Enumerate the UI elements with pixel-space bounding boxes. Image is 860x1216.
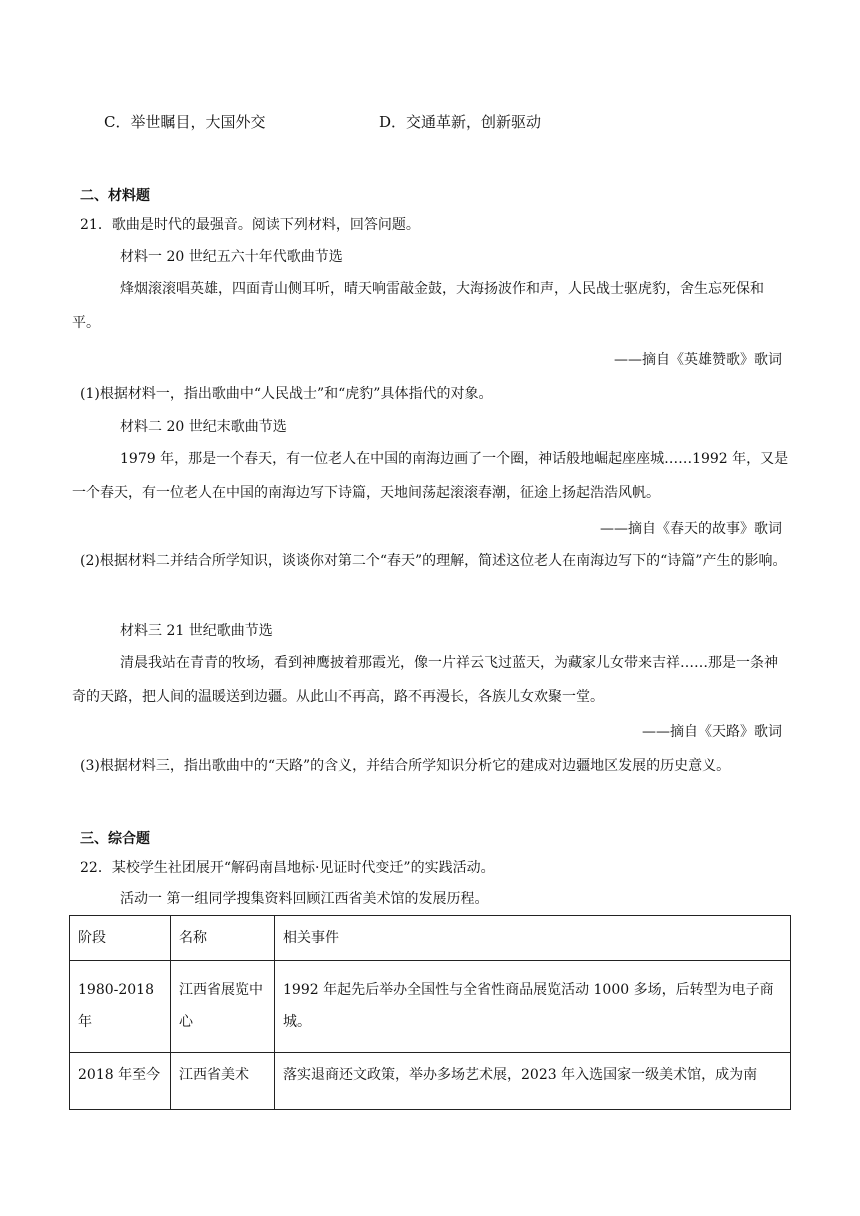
- sub-question-3: (3)根据材料三，指出歌曲中的“天路”的含义，并结合所学知识分析它的建成对边疆地区发展的历史意义。: [80, 758, 731, 774]
- option-c: C．举世瞩目，大国外交: [104, 113, 266, 131]
- table-cell: 1980-2018 年: [70, 961, 171, 1053]
- table-row: [70, 961, 791, 1053]
- material-3-text: 清晨我站在青青的牧场，看到神鹰披着那霞光，像一片祥云飞过蓝天，为藏家儿女带来吉祥……那是一条神奇的天路，把人间的温暖送到边疆。从此山不再高，路不再漫长，各族儿女欢聚一堂。: [72, 655, 778, 705]
- option-d: D．交通革新，创新驱动: [379, 113, 542, 131]
- table-cell: 江西省美术: [171, 1053, 275, 1110]
- sub-question-2: (2)根据材料二并结合所学知识，谈谈你对第二个“春天”的理解，简述这位老人在南海边写下的“诗篇”产生的影响。: [80, 553, 787, 569]
- table-cell: 江西省展览中心: [171, 961, 275, 1053]
- material-2-title: 材料二 20 世纪末歌曲节选: [120, 419, 287, 435]
- question-21: 21．歌曲是时代的最强音。阅读下列材料，回答问题。: [80, 217, 420, 233]
- activity-1: 活动一 第一组同学搜集资料回顾江西省美术馆的发展历程。: [120, 891, 489, 907]
- material-1-text: 烽烟滚滚唱英雄，四面青山侧耳听，晴天响雷敲金鼓，大海扬波作和声，人民战士驱虎豹，舍生忘死保和平。: [72, 281, 764, 331]
- material-3-title: 材料三 21 世纪歌曲节选: [120, 623, 273, 639]
- table-cell: 落实退商还文政策，举办多场艺术展，2023 年入选国家一级美术馆，成为南: [275, 1053, 791, 1110]
- table-header-cell: 相关事件: [275, 916, 791, 961]
- section-heading-materials: 二、材料题: [80, 188, 150, 204]
- table-row: [70, 1053, 791, 1110]
- material-3-source: ——摘自《天路》歌词: [642, 724, 782, 740]
- material-2-source: ——摘自《春天的故事》歌词: [600, 521, 782, 537]
- material-2-text: 1979 年，那是一个春天，有一位老人在中国的南海边画了一个圈，神话般地崛起座座城……1992 年，又是一个春天，有一位老人在中国的南海边写下诗篇，天地间荡起滚滚春潮，征途上扬起浩浩风帆。: [72, 451, 789, 501]
- material-1-title: 材料一 20 世纪五六十年代歌曲节选: [120, 249, 343, 265]
- sub-question-1: (1)根据材料一，指出歌曲中“人民战士”和“虎豹”具体指代的对象。: [80, 386, 493, 402]
- table-header-cell: 阶段: [70, 916, 171, 961]
- table-cell: 2018 年至今: [70, 1053, 171, 1110]
- section-heading-comprehensive: 三、综合题: [80, 831, 150, 847]
- museum-history-table: [69, 915, 791, 1110]
- table-header-row: [70, 916, 791, 961]
- table-header-cell: 名称: [171, 916, 275, 961]
- table-cell: 1992 年起先后举办全国性与全省性商品展览活动 1000 多场，后转型为电子商城。: [275, 961, 791, 1053]
- question-22: 22．某校学生社团展开“解码南昌地标·见证时代变迁”的实践活动。: [80, 860, 495, 876]
- material-1-source: ——摘自《英雄赞歌》歌词: [614, 352, 782, 368]
